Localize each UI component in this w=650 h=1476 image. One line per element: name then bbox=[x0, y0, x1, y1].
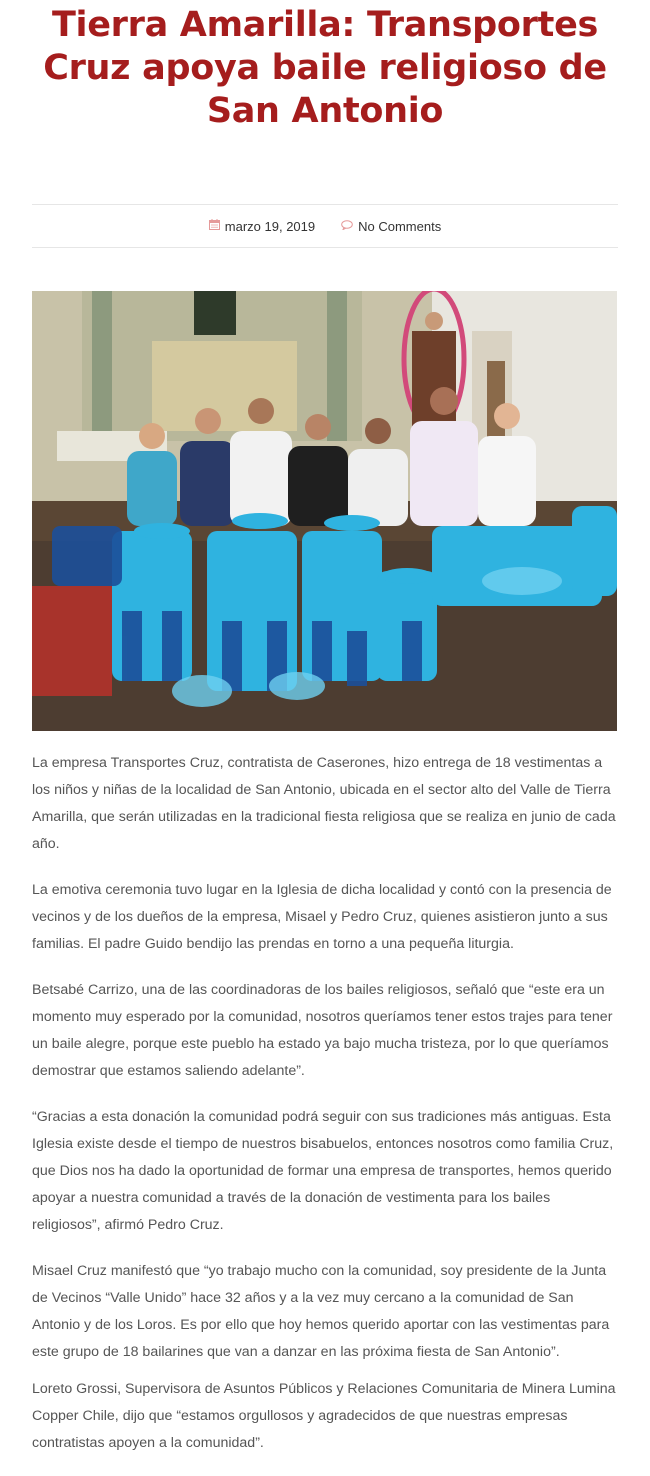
comments-link[interactable]: No Comments bbox=[358, 218, 442, 234]
article-photo bbox=[32, 291, 617, 731]
article-paragraph: “Gracias a esta donación la comunidad podrá seguir con sus tradiciones más antiguas. Esta Iglesia existe desde el tiempo de nuestros bisabuelos, entonces nosotros como familia Cruz, que Dios nos ha dado la oportunidad de formar una empresa de transportes, hemos querido apoyar a nuestra comunidad a través de la donación de vestimenta para los bailes religiosos”, afirmó Pedro Cruz. bbox=[32, 1109, 614, 1233]
comment-bubble-icon bbox=[341, 220, 353, 233]
article-paragraph: La emotiva ceremonia tuvo lugar en la Iglesia de dicha localidad y contó con la presencia de vecinos y de los dueños de la empresa, Misael y Pedro Cruz, quienes asistieron junto a sus familias. El padre Guido bendijo las prendas en torno a una pequeña liturgia. bbox=[32, 882, 612, 952]
post-meta bbox=[32, 204, 618, 248]
article-body bbox=[32, 750, 618, 1476]
calendar-icon bbox=[209, 219, 220, 233]
article-paragraph: Misael Cruz manifestó que “yo trabajo mucho con la comunidad, soy presidente de la Junta de Vecinos “Valle Unido” hace 32 años y a la vez muy cercano a la comunidad de San Antonio y de los Loros. Es por ello que hoy hemos querido aportar con las vestimentas para este grupo de 18 bailarines que van a danzar en las próxima fiesta de San Antonio”. bbox=[32, 1263, 610, 1360]
post-date bbox=[209, 219, 315, 234]
post-comments[interactable] bbox=[341, 219, 441, 234]
article-title: Tierra Amarilla: Transportes Cruz apoya baile religioso de San Antonio bbox=[43, 5, 607, 131]
post-date-text: marzo 19, 2019 bbox=[224, 218, 316, 234]
article-paragraph: Loreto Grossi, Supervisora de Asuntos Públicos y Relaciones Comunitaria de Minera Lumina Copper Chile, dijo que “estamos orgullosos y agradecidos de que nuestras empresas contratistas apoyen a la comunidad”. bbox=[32, 1381, 616, 1451]
article-paragraph: La empresa Transportes Cruz, contratista de Caserones, hizo entrega de 18 vestimentas a los niños y niñas de la localidad de San Antonio, ubicada en el sector alto del Valle de Tierra Amarilla, que serán utilizadas en la tradicional fiesta religiosa que se realiza en junio de cada año. bbox=[32, 755, 616, 852]
article-paragraph: Betsabé Carrizo, una de las coordinadoras de los bailes religiosos, señaló que “este era un momento muy esperado por la comunidad, nosotros queríamos tener estos trajes para tener un baile alegre, porque este pueblo ha estado ya bajo mucha tristeza, por lo que queríamos demostrar que estamos saliendo adelante”. bbox=[32, 982, 613, 1079]
